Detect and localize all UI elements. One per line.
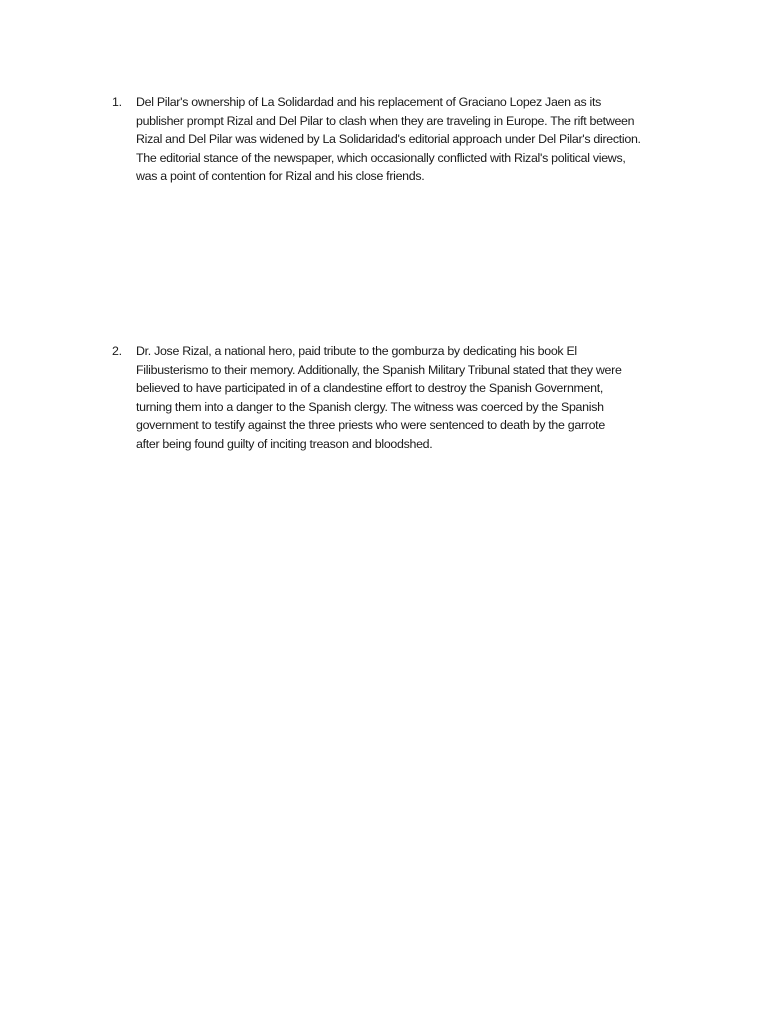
item-number: 2.	[112, 344, 122, 358]
paragraph-line: Filibusterismo to their memory. Additionally, the Spanish Military Tribunal stated that they were	[136, 362, 622, 377]
paragraph-line: turning them into a danger to the Spanish clergy. The witness was coerced by the Spanish	[136, 399, 604, 414]
item-number: 1.	[112, 95, 122, 109]
paragraph-line: government to testify against the three priests who were sentenced to death by the garrote	[136, 418, 605, 432]
paragraph-line: after being found guilty of inciting treason and bloodshed.	[136, 436, 433, 451]
paragraph-line: believed to have participated in of a clandestine effort to destroy the Spanish Government,	[136, 381, 604, 395]
paragraph-line: The editorial stance of the newspaper, which occasionally conflicted with Rizal's political views,	[136, 150, 626, 165]
paragraph-line: was a point of contention for Rizal and his close friends.	[136, 169, 425, 183]
item-paragraph	[136, 342, 712, 453]
paragraph-line: Rizal and Del Pilar was widened by La Solidaridad's editorial approach under Del Pilar's direction.	[136, 132, 641, 146]
paragraph-line: Del Pilar's ownership of La Solidardad and his replacement of Graciano Lopez Jaen as its	[136, 95, 601, 109]
paragraph-line: Dr. Jose Rizal, a national hero, paid tribute to the gomburza by dedicating his book El	[136, 344, 577, 358]
paragraph-line: publisher prompt Rizal and Del Pilar to clash when they are traveling in Europe. The rift between	[136, 113, 635, 128]
item-paragraph	[136, 93, 712, 186]
